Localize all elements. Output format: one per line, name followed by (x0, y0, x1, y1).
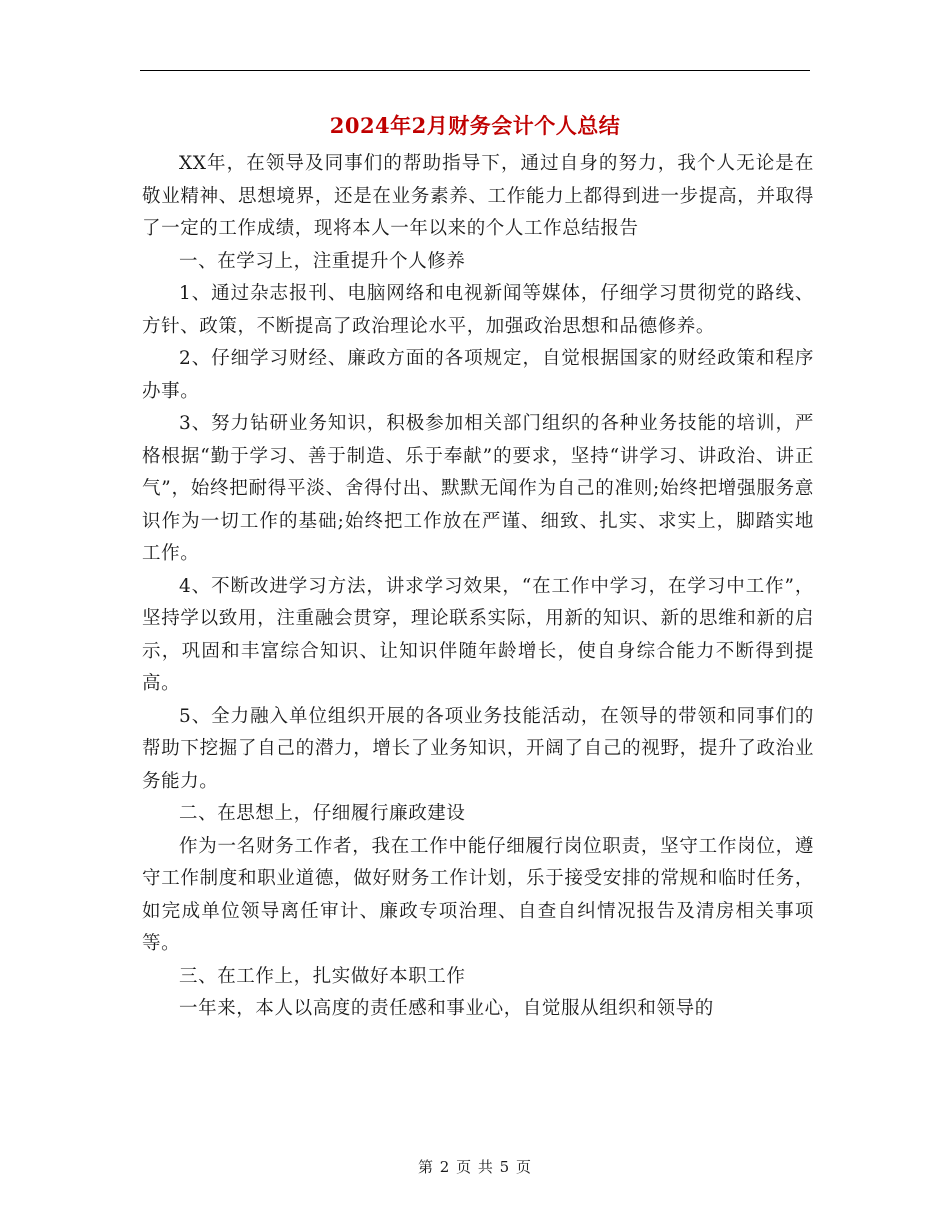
study-item-2: 2、仔细学习财经、廉政方面的各项规定，自觉根据国家的财经政策和程序办事。 (142, 348, 814, 402)
section-heading-study: 一、在学习上，注重提升个人修养 (179, 250, 466, 272)
study-item-3: 3、努力钻研业务知识，积极参加相关部门组织的各种业务技能的培训，严格根据“勤于学习、善于制造、乐于奉献”的要求，坚持“讲学习、讲政治、讲正气”，始终把耐得平淡、舍得付出、默默无闻作为自己的准则;始终把增强服务意识作为一切工作的基础;始终把工作放在严谨、细致、扎实、求实上，脚踏实地工作。 (142, 413, 814, 564)
study-item-1: 1、通过杂志报刊、电脑网络和电视新闻等媒体，仔细学习贯彻党的路线、方针、政策，不断提高了政治理论水平，加强政治思想和品德修养。 (142, 283, 814, 337)
study-item-5: 5、全力融入单位组织开展的各项业务技能活动，在领导的带领和同事们的帮助下挖掘了自己的潜力，增长了业务知识，开阔了自己的视野，提升了政治业务能力。 (142, 705, 814, 792)
header-rule (140, 70, 810, 71)
work-paragraph: 一年来，本人以高度的责任感和事业心，自觉服从组织和领导的 (179, 998, 714, 1019)
document-title: 2024年2月财务会计个人总结 (329, 113, 621, 138)
thought-paragraph: 作为一名财务工作者，我在工作中能仔细履行岗位职责，坚守工作岗位，遵守工作制度和职业道德，做好财务工作计划，乐于接受安排的常规和临时任务，如完成单位领导离任审计、廉政专项治理、自查自纠情况报告及清房相关事项等。 (142, 835, 814, 954)
section-heading-work: 三、在工作上，扎实做好本职工作 (179, 965, 466, 987)
document-body (142, 148, 814, 1026)
page-number-footer: 第 2 页 共 5 页 (418, 1158, 532, 1176)
intro-paragraph: XX年，在领导及同事们的帮助指导下，通过自身的努力，我个人无论是在敬业精神、思想境界，还是在业务素养、工作能力上都得到进一步提高，并取得了一定的工作成绩，现将本人一年以来的个人工作总结报告 (142, 153, 814, 239)
section-heading-thought: 二、在思想上，仔细履行廉政建设 (179, 803, 466, 824)
study-item-4: 4、不断改进学习方法，讲求学习效果，“在工作中学习，在学习中工作”， 坚持学以致用，注重融会贯穿，理论联系实际，用新的知识、新的思维和新的启示，巩固和丰富综合知识、让知识伴随年龄增长，使自身综合能力不断得到提高。 (142, 575, 814, 694)
